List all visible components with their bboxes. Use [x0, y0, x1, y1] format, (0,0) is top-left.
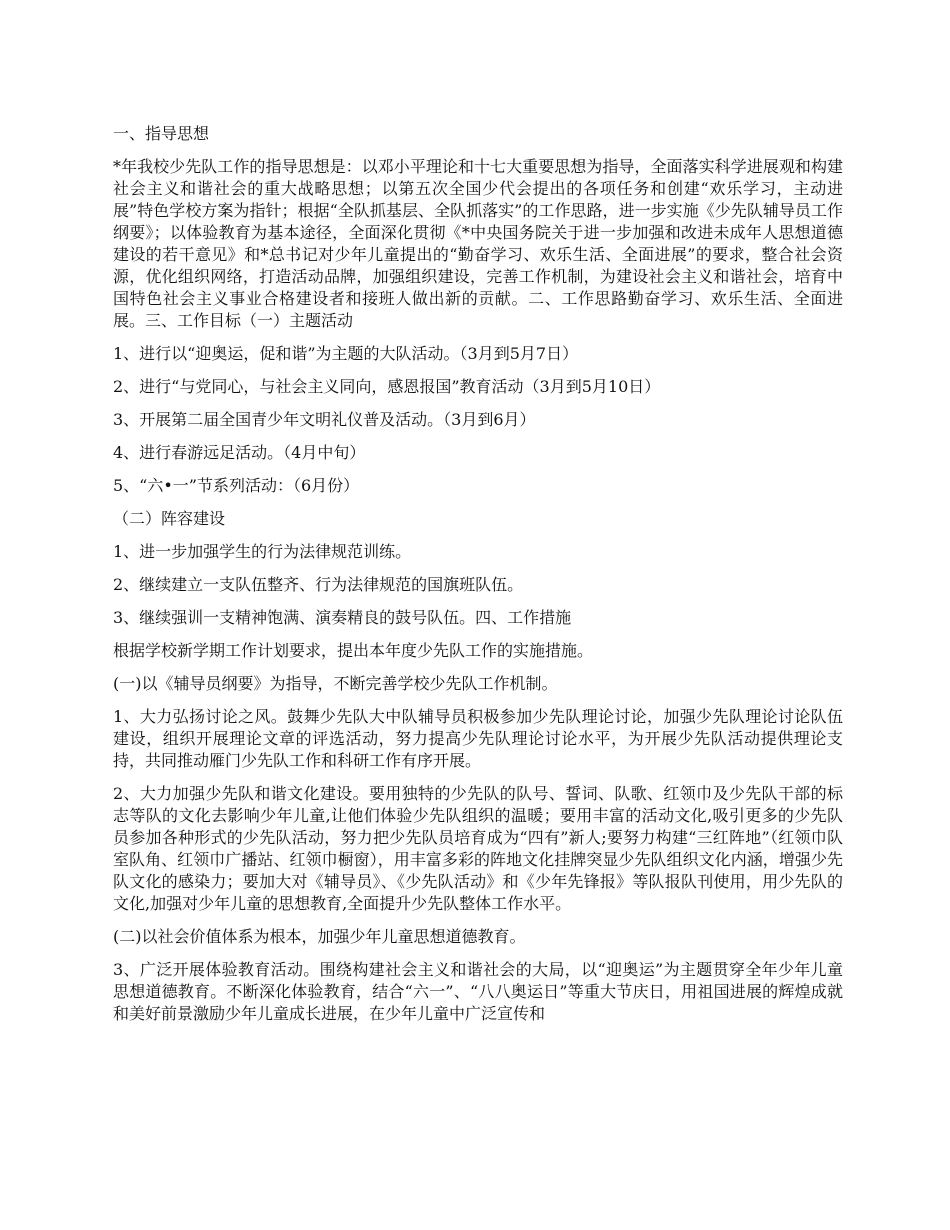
section-heading: 一、指导思想: [113, 124, 210, 143]
list-item: 3、继续强训一支精神饱满、演奏精良的鼓号队伍。四、工作措施: [113, 608, 572, 627]
list-item: 4、进行春游远足活动。（4月中旬）: [113, 443, 366, 462]
list-item: 3、开展第二届全国青少年文明礼仪普及活动。（3月到6月）: [113, 410, 536, 429]
section-heading: (二)以社会价值体系为根本，加强少年儿童思想道德教育。: [113, 927, 526, 946]
paragraph: 根据学校新学期工作计划要求，提出本年度少先队工作的实施措施。: [113, 641, 594, 660]
paragraph: 1、大力弘扬讨论之风。鼓舞少先队大中队辅导员积极参加少先队理论讨论，加强少先队理论讨论队伍建设，组织开展理论文章的评选活动，努力提高少先队理论讨论水平，为开展少先队活动提供理论支持，共同推动雁门少先队工作和科研工作有序开展。: [113, 707, 843, 770]
list-item: 5、“六•一”节系列活动：（6月份）: [113, 476, 360, 495]
list-item: 1、进一步加强学生的行为法律规范训练。: [113, 542, 412, 561]
list-item: 1、进行以“迎奥运，促和谐”为主题的大队活动。（3月到5月7日）: [113, 344, 579, 363]
paragraph: 2、大力加强少先队和谐文化建设。要用独特的少先队的队号、誓词、队歌、红领巾及少先队干部的标志等队的文化去影响少年儿童,让他们体验少先队组织的温暖；要用丰富的活动文化,吸引更多的少先队员参加各种形式的少先队活动，努力把少先队员培育成为“四有”新人;要努力构建“三红阵地”（红领巾队室队角、红领巾广播站、红领巾橱窗），用丰富多彩的阵地文化挂牌突显少先队组织文化内涵，增强少先队文化的感染力；要加大对《辅导员》、《少先队活动》和《少年先锋报》等队报队刊使用，用少先队的文化,加强对少年儿童的思想教育,全面提升少先队整体工作水平。: [113, 784, 843, 913]
list-item: 2、进行“与党同心，与社会主义同向，感恩报国”教育活动（3月到5月10日）: [113, 377, 661, 396]
section-heading: （二）阵容建设: [113, 509, 226, 528]
paragraph: *年我校少先队工作的指导思想是：以邓小平理论和十七大重要思想为指导，全面落实科学进展观和构建社会主义和谐社会的重大战略思想；以第五次全国少代会提出的各项任务和创建“欢乐学习，主动进展”特色学校方案为指针；根据“全队抓基层、全队抓落实”的工作思路，进一步实施《少先队辅导员工作纲要》；以体验教育为基本途径，全面深化贯彻《*中央国务院关于进一步加强和改进未成年人思想道德建设的若干意见》和*总书记对少年儿童提出的“勤奋学习、欢乐生活、全面进展”的要求，整合社会资源，优化组织网络，打造活动品牌，加强组织建设，完善工作机制，为建设社会主义和谐社会，培育中国特色社会主义事业合格建设者和接班人做出新的贡献。二、工作思路勤奋学习、欢乐生活、全面进展。三、工作目标（一）主题活动: [113, 157, 843, 330]
document-body: [113, 123, 843, 1036]
section-heading: (一)以《辅导员纲要》为指导，不断完善学校少先队工作机制。: [113, 674, 558, 693]
list-item: 2、继续建立一支队伍整齐、行为法律规范的国旗班队伍。: [113, 575, 524, 594]
paragraph: 3、广泛开展体验教育活动。围绕构建社会主义和谐社会的大局，以“迎奥运”为主题贯穿全年少年儿童思想道德教育。不断深化体验教育，结合“六一”、“八八奥运日”等重大节庆日，用祖国进展的辉煌成就和美好前景激励少年儿童成长进展，在少年儿童中广泛宣传和: [113, 960, 843, 1023]
